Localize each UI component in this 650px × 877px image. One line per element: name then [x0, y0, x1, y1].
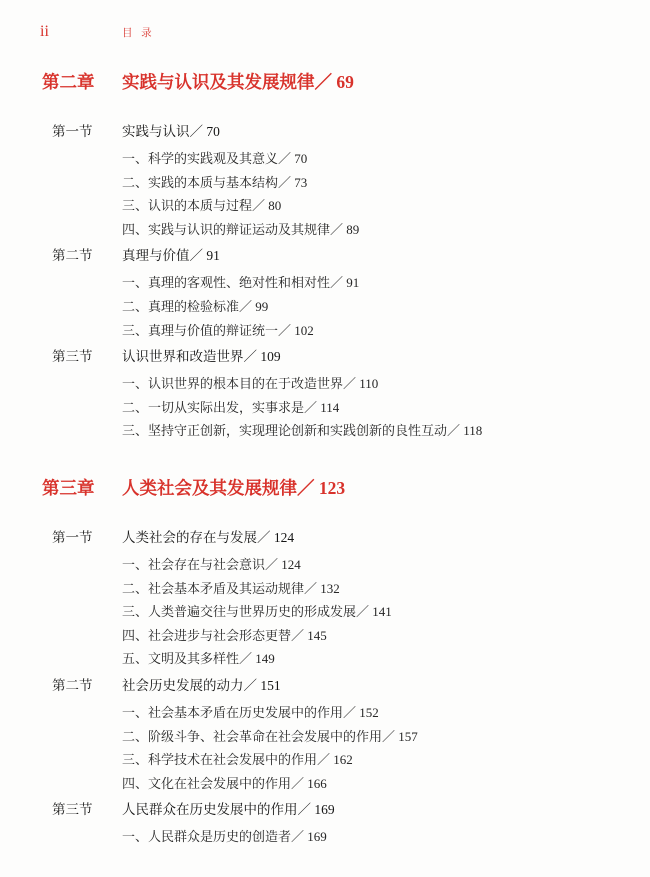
section-title: 实践与认识／ 70	[122, 124, 220, 139]
toc-item: 二、实践的本质与基本结构／ 73	[122, 174, 308, 190]
page-number: ii	[40, 23, 49, 40]
table-of-contents	[0, 64, 650, 849]
toc-item: 五、文明及其多样性／ 149	[122, 651, 275, 667]
chapter-heading	[0, 470, 650, 506]
toc-item: 四、文化在社会发展中的作用／ 166	[122, 775, 327, 791]
toc-item: 三、坚持守正创新，实现理论创新和实践创新的良性互动／ 118	[122, 423, 483, 439]
section-heading	[0, 523, 650, 553]
section-label: 第三节	[52, 802, 93, 818]
chapter-heading	[0, 64, 650, 100]
toc-item: 三、人类普遍交往与世界历史的形成发展／ 141	[122, 604, 392, 620]
section-label: 第一节	[52, 124, 93, 139]
section	[0, 795, 650, 849]
chapter-label: 第二章	[42, 72, 95, 92]
section	[0, 671, 650, 795]
section-label: 第二节	[52, 677, 93, 693]
toc-item: 一、认识世界的根本目的在于改造世界／ 110	[122, 376, 379, 392]
section	[0, 342, 650, 443]
toc-item: 一、科学的实践观及其意义／ 70	[122, 151, 308, 166]
toc-item: 一、真理的客观性、绝对性和相对性／ 91	[122, 275, 360, 291]
toc-item: 四、社会进步与社会形态更替／ 145	[122, 627, 327, 643]
section	[0, 523, 650, 671]
section-title: 人类社会的存在与发展／ 124	[122, 529, 295, 545]
toc-item: 三、真理与价值的辩证统一／ 102	[122, 322, 314, 338]
chapter-label: 第三章	[42, 477, 95, 498]
section-label: 第二节	[52, 248, 93, 264]
section-heading	[0, 241, 650, 271]
chapter-title: 实践与认识及其发展规律／ 69	[122, 72, 354, 92]
running-title: 目 录	[122, 28, 155, 39]
toc-item: 二、社会基本矛盾及其运动规律／ 132	[122, 580, 340, 596]
toc-item: 二、真理的检验标准／ 99	[122, 298, 269, 314]
running-header	[0, 22, 650, 44]
toc-item: 三、认识的本质与过程／ 80	[122, 198, 282, 214]
toc-item: 二、一切从实际出发，实事求是／ 114	[122, 399, 340, 415]
section	[0, 241, 650, 342]
section-title: 认识世界和改造世界／ 109	[122, 349, 281, 365]
section-title: 人民群众在历史发展中的作用／ 169	[122, 802, 335, 818]
chapter-title: 人类社会及其发展规律／ 123	[122, 477, 346, 498]
toc-item: 三、科学技术在社会发展中的作用／ 162	[122, 752, 353, 768]
section-heading	[0, 342, 650, 372]
toc-item: 二、阶级斗争、社会革命在社会发展中的作用／ 157	[122, 728, 418, 744]
section-label: 第一节	[52, 529, 93, 545]
section-title: 真理与价值／ 91	[122, 248, 220, 264]
section	[0, 117, 650, 241]
toc-item: 一、人民群众是历史的创造者／ 169	[122, 829, 327, 845]
section-heading	[0, 117, 650, 147]
toc-item: 一、社会存在与社会意识／ 124	[122, 556, 301, 572]
section-title: 社会历史发展的动力／ 151	[122, 677, 281, 693]
chapter	[0, 470, 650, 849]
toc-item: 一、社会基本矛盾在历史发展中的作用／ 152	[122, 704, 379, 720]
section-label: 第三节	[52, 349, 93, 365]
section-heading	[0, 671, 650, 701]
chapter	[0, 64, 650, 443]
section-heading	[0, 795, 650, 825]
toc-item: 四、实践与认识的辩证运动及其规律／ 89	[122, 221, 360, 237]
